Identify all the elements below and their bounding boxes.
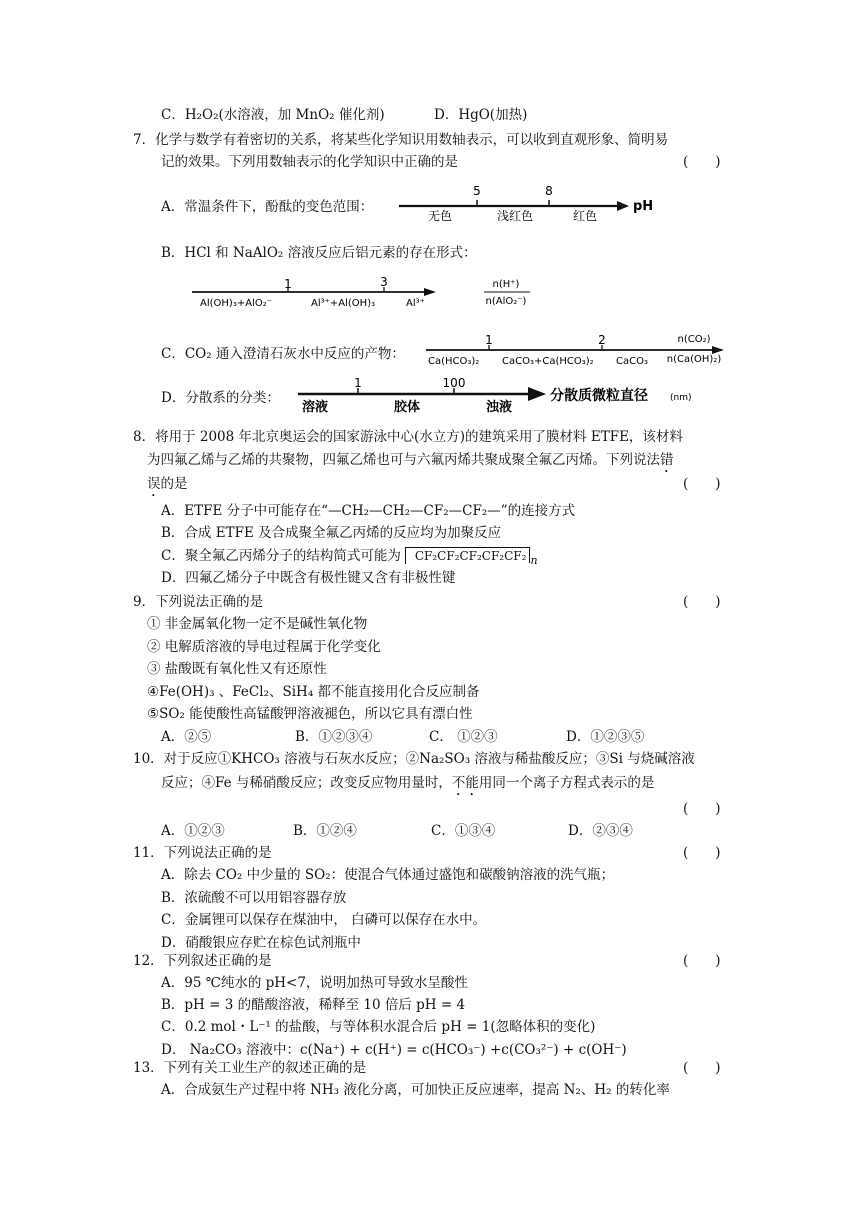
axis-c-region-3: CaCO₃ [616,356,648,367]
axis-a-region-light-red: 浅红色 [496,209,534,223]
q10-option-d: D．②③④ [568,823,633,839]
q12-stem: 12．下列叙述正确的是 [133,953,272,969]
q9-statement-1: ① 非金属氧化物一定不是碱性氧化物 [147,616,368,632]
q7-option-d-label: D．分散系的分类： [161,390,280,406]
q8-stem-line1: 8．将用于 2008 年北京奥运会的国家游泳中心(水立方)的建筑采用了膜材料 ETFE，该材料 [133,429,683,445]
q12-option-a: A．95 ℃纯水的 pH<7，说明加热可导致水呈酸性 [161,975,468,991]
q10-answer-blank: ( ) [683,801,721,817]
q8-option-b: B．合成 ETFE 及合成聚全氟乙丙烯的反应均为加聚反应 [161,525,502,541]
q13-stem: 13．下列有关工业生产的叙述正确的是 [133,1060,367,1076]
q8-answer-blank: ( ) [683,476,721,492]
q11-option-d: D．硝酸银应存贮在棕色试剂瓶中 [161,935,361,951]
q8-option-a: A．ETFE 分子中可能存在“—CH₂—CH₂—CF₂—CF₂—”的连接方式 [161,503,576,519]
q7-stem-line1: 7．化学与数学有着密切的关系，将某些化学知识用数轴表示，可以收到直观形象、简明易 [133,132,669,148]
q6-option-c: C．H₂O₂(水溶液，加 MnO₂ 催化剂) [161,107,385,123]
q7-option-b-axis [188,272,548,314]
q9-answer-blank: ( ) [683,594,721,610]
q7-stem-line2: 记的效果。下列用数轴表示的化学知识中正确的是 [161,154,458,170]
q9-option-d: D．①②③⑤ [566,729,645,745]
q7-option-b-label: B．HCl 和 NaAlO₂ 溶液反应后铝元素的存在形式： [161,245,477,261]
q11-option-c: C．金属锂可以保存在煤油中， 白磷可以保存在水中。 [161,912,487,928]
axis-d-region-suspension: 浊液 [486,400,513,415]
q9-option-b: B．①②③④ [295,729,373,745]
q10-option-c: C．①③④ [431,823,496,839]
q8-stem-line2: 为四氟乙烯与乙烯的共聚物，四氟乙烯也可与六氟丙烯共聚成聚全氟乙丙烯。下列说法错 [147,452,674,468]
q9-options [161,728,644,746]
axis-b-region-1: Al(OH)₃+AlO₂⁻ [200,298,272,309]
axis-d-title: 分散质微粒直径 [550,388,648,404]
q12-option-b: B．pH = 3 的醋酸溶液，稀释至 10 倍后 pH = 4 [161,997,466,1013]
q7-option-d-axis [296,374,726,416]
q11-stem: 11．下列说法正确的是 [133,845,272,861]
q10-option-a: A．①②③ [161,823,225,839]
q6-option-d: D．HgO(加热) [434,107,528,123]
q9-statement-4: ④Fe(OH)₃ 、FeCl₂、SiH₄ 都不能直接用化合反应制备 [147,684,480,700]
q8-stem-line3: 误的是 [147,476,188,492]
q9-statement-2: ② 电解质溶液的导电过程属于化学变化 [147,639,381,655]
q9-stem: 9．下列说法正确的是 [133,594,264,610]
q12-option-c: C．0.2 mol・L⁻¹ 的盐酸，与等体积水混合后 pH = 1(忽略体积的变化) [161,1019,596,1035]
axis-d-unit: (nm) [670,393,692,403]
axis-d-tick-label-1: 1 [354,376,362,390]
axis-b-region-3: Al³⁺ [406,298,425,309]
q9-statement-5: ⑤SO₂ 能使酸性高锰酸钾溶液褪色，所以它具有漂白性 [147,706,473,722]
q12-option-d: D． Na₂CO₃ 溶液中：c(Na⁺) + c(H⁺) = c(HCO₃⁻) +c(CO₃²⁻) + c(OH⁻) [161,1042,627,1058]
q10-options [161,822,633,840]
axis-b-tick-label-1: 1 [284,277,292,291]
q9-option-a: A．②⑤ [161,729,212,745]
axis-a-tick-label-8: 8 [545,184,553,198]
q8-option-c: C．聚全氟乙丙烯分子的结构简式可能为 CF₂CF₂CF₂CF₂CF₂ $_n$ [161,548,538,567]
q9-option-c: C． ①②③ [429,729,498,745]
q9-statement-3: ③ 盐酸既有氧化性又有还原性 [147,661,327,677]
axis-c-region-2: CaCO₃+Ca(HCO₃)₂ [502,356,594,367]
axis-d-tick-label-100: 100 [442,376,466,390]
q12-answer-blank: ( ) [683,953,721,969]
axis-c-fraction-numerator: n(CO₂) [677,334,711,345]
axis-a-region-colorless: 无色 [427,209,453,223]
q10-stem-line2: 反应；④Fe 与稀硝酸反应；改变反应物用量时，不能用同一个离子方程式表示的是 [161,775,655,791]
q10-option-b: B．①②④ [293,823,357,839]
q7-option-c-label: C．CO₂ 通入澄清石灰水中反应的产物： [161,346,405,362]
q8-option-d: D．四氟乙烯分子中既含有极性键又含有非极性键 [161,570,456,586]
q7-answer-blank: ( ) [683,154,721,170]
axis-b-tick-label-3: 3 [380,275,388,289]
axis-a-region-red: 红色 [572,209,598,223]
axis-a-tick-label-5: 5 [473,184,481,198]
q7-option-a-axis [395,182,654,224]
q7-option-a-label: A．常温条件下，酚酞的变色范围： [161,199,374,215]
axis-c-region-1: Ca(HCO₃)₂ [428,356,480,367]
axis-c-fraction-denominator: n(Ca(OH)₂) [666,354,722,365]
q13-answer-blank: ( ) [683,1060,721,1076]
axis-c-tick-label-2: 2 [598,333,606,347]
q10-stem-line1: 10．对于反应①KHCO₃ 溶液与石灰水反应；②Na₂SO₃ 溶液与稀盐酸反应；③Si 与烧碱溶液 [133,751,695,767]
axis-a-unit: pH [633,199,654,214]
axis-b-region-2: Al³⁺+Al(OH)₃ [311,298,376,309]
axis-b-fraction-numerator: n(H⁺) [492,279,520,290]
q13-option-a: A．合成氨生产过程中将 NH₃ 液化分离，可加快正反应速率，提高 N₂、H₂ 的转化率 [161,1082,670,1098]
axis-d-region-colloid: 胶体 [394,400,421,415]
axis-c-tick-label-1: 1 [485,333,493,347]
axis-b-fraction-denominator: n(AlO₂⁻) [485,296,527,307]
q7-option-c-axis [424,330,729,372]
q11-option-b: B．浓硫酸不可以用铝容器存放 [161,890,347,906]
axis-d-region-solution: 溶液 [302,400,329,415]
q11-answer-blank: ( ) [683,845,721,861]
q11-option-a: A．除去 CO₂ 中少量的 SO₂：使混合气体通过盛饱和碳酸钠溶液的洗气瓶； [161,867,615,883]
